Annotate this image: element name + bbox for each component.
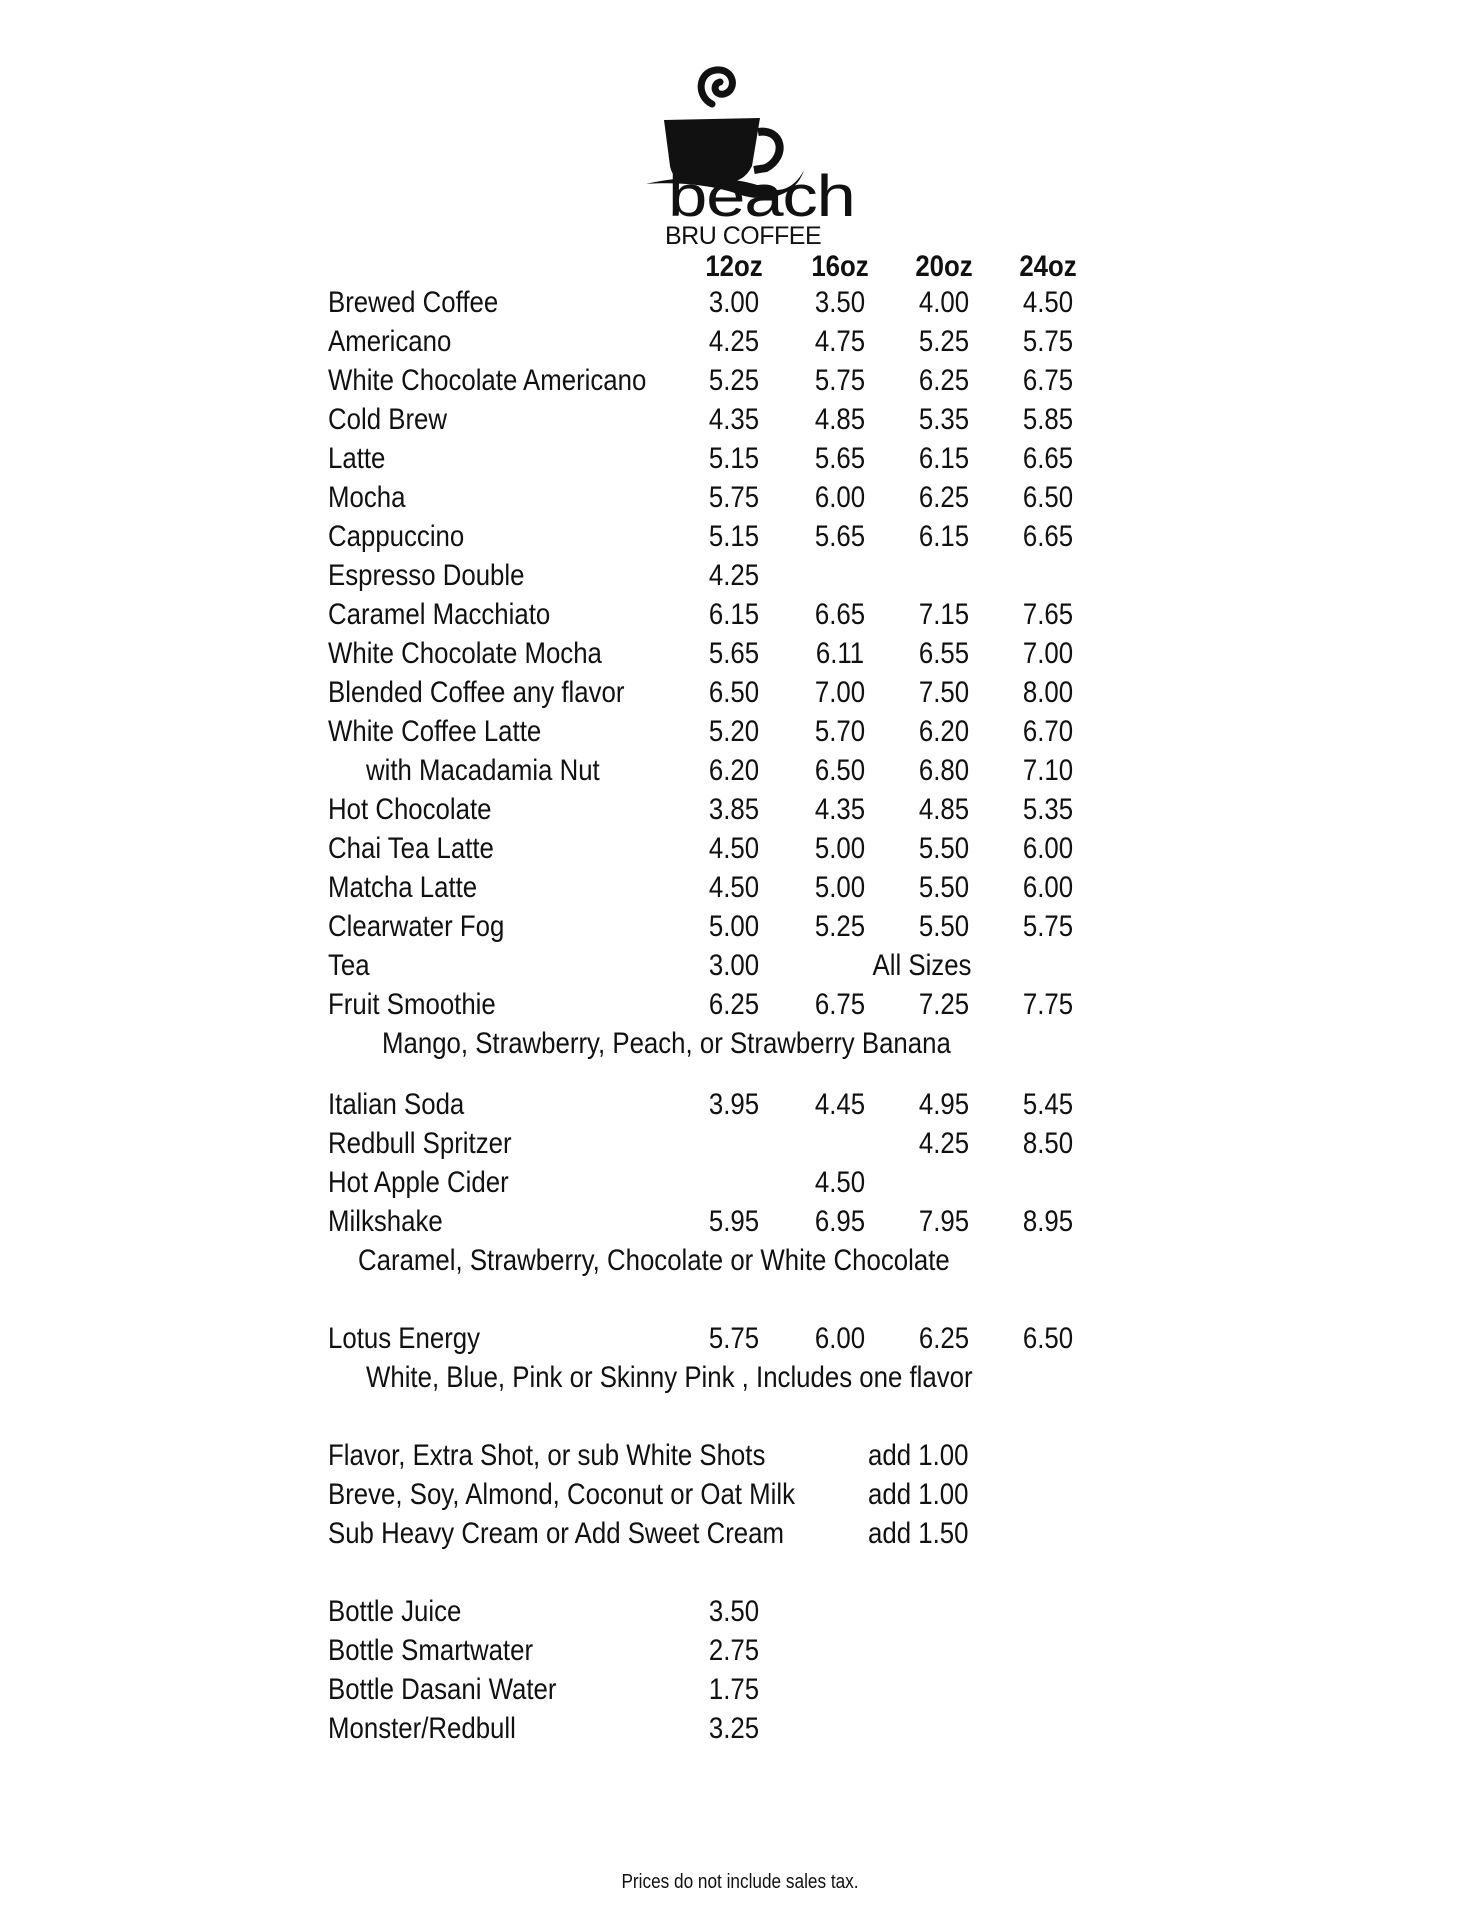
menu-item-price: 6.50 <box>814 754 866 787</box>
menu-item-name: Fruit Smoothie <box>328 988 496 1021</box>
menu-item-price: 6.70 <box>1022 715 1074 748</box>
menu-item-price: 5.50 <box>918 910 970 943</box>
menu-item-price: 6.00 <box>814 481 866 514</box>
addon-name: Breve, Soy, Almond, Coconut or Oat Milk <box>328 1478 795 1511</box>
menu-item-price: 5.35 <box>1022 793 1074 826</box>
menu-item-price: 4.50 <box>1022 286 1074 319</box>
menu-item-price: 4.25 <box>708 559 760 592</box>
menu-item-name: Americano <box>328 325 452 358</box>
bottle-name: Bottle Juice <box>328 1595 462 1628</box>
menu-item-name: Clearwater Fog <box>328 910 505 943</box>
menu-item-price: 6.65 <box>1022 520 1074 553</box>
menu-item-price: 5.75 <box>1022 910 1074 943</box>
menu-item-price: 7.10 <box>1022 754 1074 787</box>
addon-price: add 1.50 <box>868 1517 969 1550</box>
menu-item-price: 7.25 <box>918 988 970 1021</box>
addon-price: add 1.00 <box>868 1439 969 1472</box>
menu-item-price: 5.65 <box>814 520 866 553</box>
menu-item-price: 4.00 <box>918 286 970 319</box>
menu-item-price: 5.50 <box>918 871 970 904</box>
menu-item-price: 6.80 <box>918 754 970 787</box>
menu-item-price: 6.25 <box>918 481 970 514</box>
menu-item-price: 5.25 <box>918 325 970 358</box>
menu-item-name: Cold Brew <box>328 403 448 436</box>
menu-item-price: 8.50 <box>1022 1127 1074 1160</box>
size-header: 12oz <box>705 250 763 283</box>
menu-item-price: 6.65 <box>1022 442 1074 475</box>
addon-name: Sub Heavy Cream or Add Sweet Cream <box>328 1517 785 1550</box>
menu-item-price: 5.50 <box>918 832 970 865</box>
addon-price: add 1.00 <box>868 1478 969 1511</box>
menu-item-price: 7.75 <box>1022 988 1074 1021</box>
menu-item-price: 7.50 <box>918 676 970 709</box>
menu-note: White, Blue, Pink or Skinny Pink , Includes one flavor <box>366 1361 973 1394</box>
menu-item-price: 4.85 <box>918 793 970 826</box>
menu-item-name: Hot Apple Cider <box>328 1166 509 1199</box>
menu-item-price: 5.70 <box>814 715 866 748</box>
menu-item-price: 6.75 <box>1022 364 1074 397</box>
menu-item-price: 7.00 <box>1022 637 1074 670</box>
menu-item-price: 4.50 <box>814 1166 866 1199</box>
bottle-price: 3.50 <box>708 1595 760 1628</box>
menu-item-name: Espresso Double <box>328 559 525 592</box>
menu-item-price: 6.65 <box>814 598 866 631</box>
menu-item-price: 7.95 <box>918 1205 970 1238</box>
menu-item-name: Lotus Energy <box>328 1322 481 1355</box>
menu-item-price: 3.85 <box>708 793 760 826</box>
menu-item-price: 6.25 <box>918 1322 970 1355</box>
bottle-name: Bottle Smartwater <box>328 1634 534 1667</box>
menu-item-price: 6.15 <box>708 598 760 631</box>
menu-item-price: 4.35 <box>708 403 760 436</box>
menu-item-name: Hot Chocolate <box>328 793 492 826</box>
menu-item-price: 6.00 <box>814 1322 866 1355</box>
menu-item-price: 3.00 <box>708 949 760 982</box>
menu-item-price: 4.25 <box>918 1127 970 1160</box>
all-sizes-label: All Sizes <box>872 949 972 982</box>
menu-item-price: 3.95 <box>708 1088 760 1121</box>
menu-item-price: 5.75 <box>1022 325 1074 358</box>
menu-item-price: 5.15 <box>708 520 760 553</box>
menu-item-name: Mocha <box>328 481 406 514</box>
menu-item-price: 6.15 <box>918 442 970 475</box>
menu-item-price: 6.20 <box>708 754 760 787</box>
menu-item-price: 5.00 <box>708 910 760 943</box>
menu-item-price: 3.50 <box>814 286 866 319</box>
menu-item-price: 5.25 <box>814 910 866 943</box>
menu-item-price: 6.25 <box>918 364 970 397</box>
menu-item-price: 8.00 <box>1022 676 1074 709</box>
menu-item-name: Chai Tea Latte <box>328 832 494 865</box>
menu-item-price: 8.95 <box>1022 1205 1074 1238</box>
menu-item-price: 6.50 <box>1022 481 1074 514</box>
menu-item-price: 6.00 <box>1022 871 1074 904</box>
menu-item-price: 6.15 <box>918 520 970 553</box>
menu-item-name: Caramel Macchiato <box>328 598 551 631</box>
menu-item-price: 5.75 <box>708 1322 760 1355</box>
size-header: 16oz <box>811 250 869 283</box>
menu-item-price: 5.65 <box>814 442 866 475</box>
menu-item-price: 5.00 <box>814 832 866 865</box>
menu-item-price: 6.95 <box>814 1205 866 1238</box>
menu-item-price: 5.65 <box>708 637 760 670</box>
menu-item-price: 4.25 <box>708 325 760 358</box>
menu-item-price: 4.85 <box>814 403 866 436</box>
menu-note: Mango, Strawberry, Peach, or Strawberry Banana <box>382 1027 951 1060</box>
bottle-name: Bottle Dasani Water <box>328 1673 557 1706</box>
menu-item-name: Milkshake <box>328 1205 443 1238</box>
menu-item-price: 5.75 <box>708 481 760 514</box>
menu-item-price: 4.35 <box>814 793 866 826</box>
bottle-price: 1.75 <box>708 1673 760 1706</box>
menu-item-name: Brewed Coffee <box>328 286 499 319</box>
menu-item-price: 6.00 <box>1022 832 1074 865</box>
menu-item-price: 5.15 <box>708 442 760 475</box>
menu-item-name: Italian Soda <box>328 1088 465 1121</box>
menu-item-price: 6.55 <box>918 637 970 670</box>
menu-item-price: 5.75 <box>814 364 866 397</box>
brand-subtitle: BRU COFFEE <box>665 222 822 250</box>
menu-item-price: 4.50 <box>708 871 760 904</box>
menu-item-name: with Macadamia Nut <box>366 754 600 787</box>
menu-item-name: Cappuccino <box>328 520 465 553</box>
menu-item-name: Redbull Spritzer <box>328 1127 512 1160</box>
menu-item-price: 4.45 <box>814 1088 866 1121</box>
menu-item-price: 3.00 <box>708 286 760 319</box>
menu-item-price: 7.00 <box>814 676 866 709</box>
size-header: 24oz <box>1019 250 1077 283</box>
menu-item-name: Matcha Latte <box>328 871 478 904</box>
menu-item-price: 5.00 <box>814 871 866 904</box>
size-header: 20oz <box>915 250 973 283</box>
menu-item-price: 5.25 <box>708 364 760 397</box>
menu-item-price: 6.50 <box>1022 1322 1074 1355</box>
menu-note: Caramel, Strawberry, Chocolate or White Chocolate <box>358 1244 950 1277</box>
menu-item-price: 6.50 <box>708 676 760 709</box>
bottle-price: 3.25 <box>708 1712 760 1745</box>
menu-item-name: White Coffee Latte <box>328 715 542 748</box>
menu-item-name: White Chocolate Americano <box>328 364 647 397</box>
menu-item-price: 4.75 <box>814 325 866 358</box>
brand-name: beach <box>668 164 855 229</box>
menu-item-price: 6.75 <box>814 988 866 1021</box>
menu-item-name: Tea <box>328 949 370 982</box>
menu-item-price: 7.65 <box>1022 598 1074 631</box>
menu-item-price: 5.20 <box>708 715 760 748</box>
menu-item-price: 4.50 <box>708 832 760 865</box>
menu-item-price: 7.15 <box>918 598 970 631</box>
menu-item-price: 5.85 <box>1022 403 1074 436</box>
menu-item-price: 5.95 <box>708 1205 760 1238</box>
menu-item-price: 5.35 <box>918 403 970 436</box>
menu-item-price: 6.25 <box>708 988 760 1021</box>
menu-item-name: Blended Coffee any flavor <box>328 676 625 709</box>
menu-item-price: 6.11 <box>815 637 865 670</box>
bottle-price: 2.75 <box>708 1634 760 1667</box>
menu-item-price: 4.95 <box>918 1088 970 1121</box>
menu-item-name: Latte <box>328 442 386 475</box>
menu-item-price: 6.20 <box>918 715 970 748</box>
bottle-name: Monster/Redbull <box>328 1712 516 1745</box>
addon-name: Flavor, Extra Shot, or sub White Shots <box>328 1439 766 1472</box>
tax-footnote: Prices do not include sales tax. <box>621 1871 859 1893</box>
menu-item-price: 5.45 <box>1022 1088 1074 1121</box>
menu-item-name: White Chocolate Mocha <box>328 637 602 670</box>
